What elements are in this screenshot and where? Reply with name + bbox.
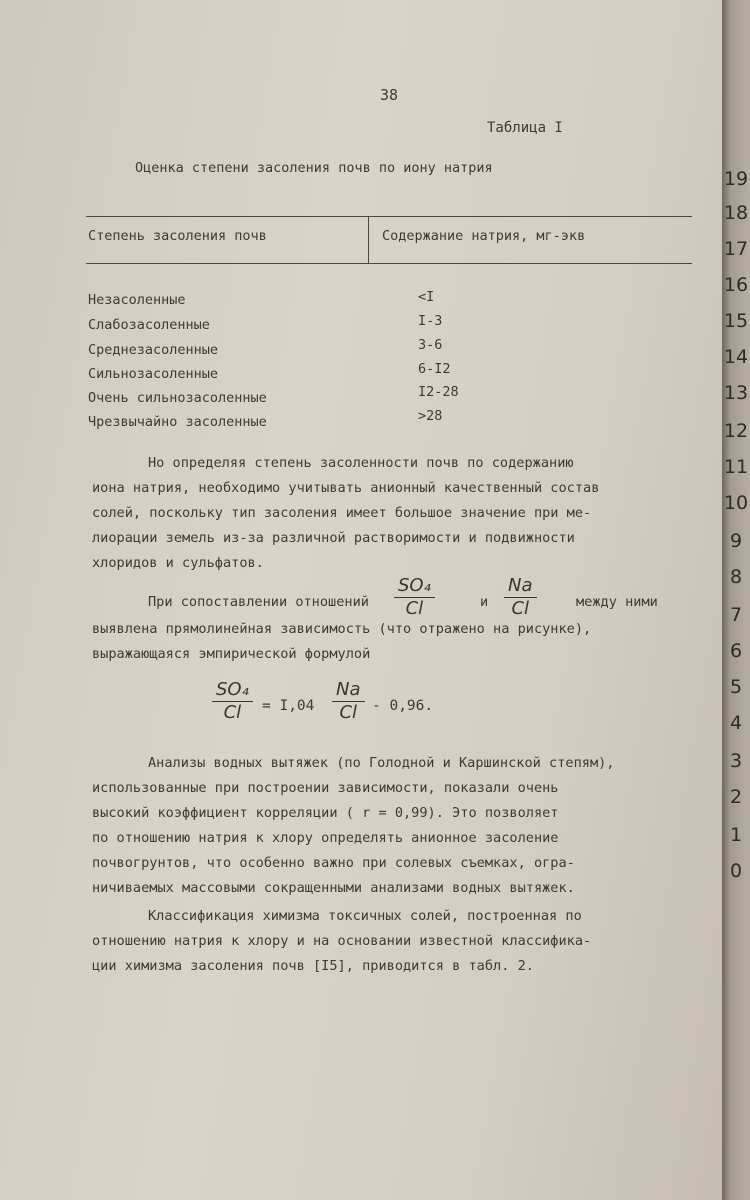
edge-number: 14 <box>723 346 749 368</box>
table-row-label: Очень сильнозасоленные <box>88 390 267 406</box>
table-row-value: I-3 <box>418 313 443 329</box>
table-row-label: Среднезасоленные <box>88 342 219 358</box>
paragraph-line: по отношению натрия к хлору определять анионное засоление <box>92 830 559 846</box>
paragraph-line: При сопоставлении отношений <box>148 594 369 610</box>
paragraph-line: почвогрунтов, что особенно важно при солевых съемках, огра- <box>92 855 575 871</box>
table-row-label: Сильнозасоленные <box>88 366 219 382</box>
table-row-value: 3-6 <box>418 337 443 353</box>
paragraph-line: выражающаяся эмпирической формулой <box>92 646 371 662</box>
edge-number: 19 <box>723 168 749 190</box>
edge-number: 16 <box>723 274 749 296</box>
paragraph-line: Классификация химизма токсичных солей, построенная по <box>148 908 582 924</box>
edge-number: 12 <box>723 420 749 442</box>
formula-constant: - 0,96. <box>372 698 434 714</box>
paragraph-line: Но определяя степень засоленности почв по содержанию <box>148 455 574 471</box>
edge-number: 2 <box>729 786 743 808</box>
paragraph-line: выявлена прямолинейная зависимость (что отражено на рисунке), <box>92 621 592 637</box>
edge-number: 13 <box>723 382 749 404</box>
edge-number: 9 <box>729 530 743 552</box>
fraction-denominator: Cl <box>511 598 530 619</box>
paragraph-line: использованные при построении зависимости, показали очень <box>92 780 559 796</box>
table-caption: Таблица I <box>487 120 563 136</box>
fraction-denominator: Cl <box>339 702 358 723</box>
table-row-value: >28 <box>418 408 443 424</box>
fraction-numerator: Na <box>336 679 361 700</box>
table-top-rule <box>86 216 692 217</box>
fraction-numerator: SO₄ <box>216 679 249 700</box>
edge-number: 4 <box>729 712 743 734</box>
page-number: 38 <box>380 86 399 104</box>
formula-lhs <box>212 680 253 723</box>
edge-number: 11 <box>723 456 749 478</box>
paragraph-line: ничиваемых массовыми сокращенными анализами водных вытяжек. <box>92 880 575 896</box>
table-column-divider <box>368 216 369 264</box>
fraction-numerator: SO₄ <box>398 575 431 596</box>
paragraph-line: между ними <box>576 594 658 610</box>
table-row-value: 6-I2 <box>418 361 451 377</box>
formula-coefficient: = I,04 <box>262 698 315 714</box>
table-header-degree: Степень засоления почв <box>88 228 267 244</box>
edge-number: 3 <box>729 750 743 772</box>
paragraph-line: иона натрия, необходимо учитывать анионный качественный состав <box>92 480 600 496</box>
edge-number: 10 <box>723 492 749 514</box>
paragraph-line: Анализы водных вытяжек (по Голодной и Каршинской степям), <box>148 755 615 771</box>
paragraph-line: ции химизма засоления почв [I5], приводится в табл. 2. <box>92 958 534 974</box>
table-header-sodium: Содержание натрия, мг-экв <box>382 228 586 244</box>
formula-rhs <box>332 680 365 723</box>
paragraph-line: высокий коэффициент корреляции ( r = 0,99). Это позволяет <box>92 805 559 821</box>
edge-number: 1 <box>729 824 743 846</box>
table-row-label: Чрезвычайно засоленные <box>88 414 267 430</box>
conjunction: и <box>480 594 489 610</box>
table-row-value: I2-28 <box>418 384 459 400</box>
edge-number: 0 <box>729 860 743 882</box>
edge-number: 18 <box>723 202 749 224</box>
table-row-value: <I <box>418 289 435 305</box>
edge-number: 5 <box>729 676 743 698</box>
paragraph-line: хлоридов и сульфатов. <box>92 555 264 571</box>
paragraph-line: солей, поскольку тип засоления имеет большое значение при ме- <box>92 505 592 521</box>
ratio-na-cl <box>504 576 537 619</box>
fraction-denominator: Cl <box>405 598 424 619</box>
table-header-rule <box>86 263 692 264</box>
fraction-numerator: Na <box>508 575 533 596</box>
ratio-so4-cl <box>394 576 435 619</box>
edge-number: 7 <box>729 604 743 626</box>
paragraph-line: отношению натрия к хлору и на основании известной классифика- <box>92 933 592 949</box>
table-row-label: Незасоленные <box>88 292 186 308</box>
edge-number: 6 <box>729 640 743 662</box>
table-row-label: Слабозасоленные <box>88 317 210 333</box>
paragraph-line: лиорации земель из-за различной растворимости и подвижности <box>92 530 575 546</box>
table-title: Оценка степени засоления почв по иону натрия <box>135 160 493 176</box>
edge-number: 17 <box>723 238 749 260</box>
edge-number: 8 <box>729 566 743 588</box>
fraction-denominator: Cl <box>223 702 242 723</box>
edge-number: 15 <box>723 310 749 332</box>
